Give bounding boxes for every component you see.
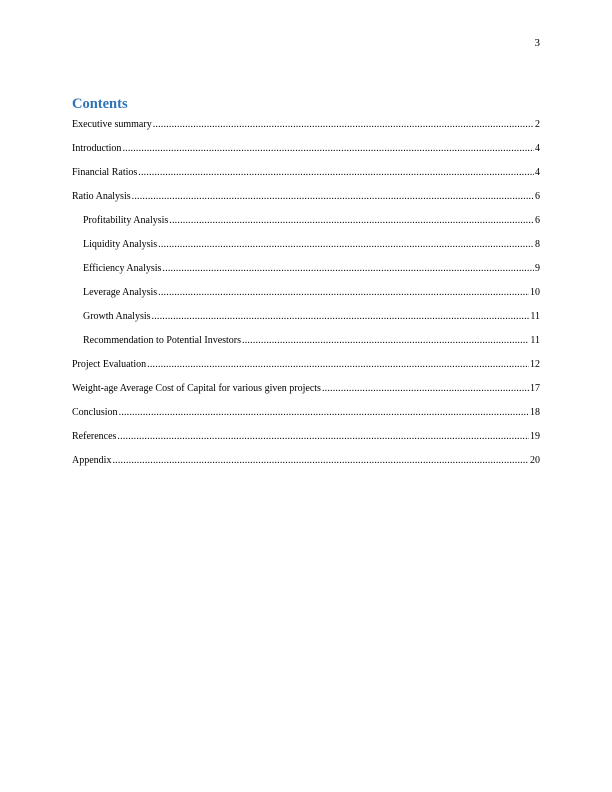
- toc-entry-project-evaluation[interactable]: [72, 358, 540, 382]
- toc-entry-financial-ratios[interactable]: [72, 166, 540, 190]
- toc-entry-label[interactable]: Leverage Analysis: [83, 287, 158, 298]
- dot-leader: [132, 190, 534, 204]
- dot-leader: [147, 358, 529, 372]
- toc-entry-profitability-analysis[interactable]: [72, 214, 540, 238]
- toc-entry-page: 4: [535, 143, 540, 154]
- toc-entry-page: 10: [530, 287, 540, 298]
- toc-entry-page: 6: [535, 191, 540, 202]
- dot-leader: [117, 430, 529, 444]
- toc-entry-recommendation[interactable]: [72, 334, 540, 358]
- dot-leader: [138, 166, 534, 180]
- toc-entry-efficiency-analysis[interactable]: [72, 262, 540, 286]
- toc-entry-label[interactable]: Introduction: [72, 143, 122, 154]
- toc-entry-leverage-analysis[interactable]: [72, 286, 540, 310]
- dot-leader: [152, 310, 530, 324]
- toc-entry-references[interactable]: [72, 430, 540, 454]
- toc-entry-wacc[interactable]: [72, 382, 540, 406]
- toc-entry-page: 4: [535, 167, 540, 178]
- toc-entry-executive-summary[interactable]: [72, 118, 540, 142]
- toc-entry-label[interactable]: Efficiency Analysis: [83, 263, 162, 274]
- toc-entry-label[interactable]: Project Evaluation: [72, 359, 147, 370]
- toc-entry-page: 11: [530, 311, 540, 322]
- toc-entry-label[interactable]: Profitability Analysis: [83, 215, 169, 226]
- toc-entry-label[interactable]: Executive summary: [72, 119, 152, 130]
- toc-entry-label[interactable]: Ratio Analysis: [72, 191, 131, 202]
- dot-leader: [119, 406, 529, 420]
- toc-entry-page: 8: [535, 239, 540, 250]
- dot-leader: [162, 262, 534, 276]
- toc-entry-appendix[interactable]: [72, 454, 540, 478]
- toc-entry-label[interactable]: Growth Analysis: [83, 311, 151, 322]
- toc-heading: Contents: [72, 96, 128, 112]
- toc-entry-label[interactable]: Weight-age Average Cost of Capital for various given projects: [72, 383, 321, 394]
- toc-entry-page: 17: [530, 383, 540, 394]
- toc-entry-page: 20: [530, 455, 540, 466]
- dot-leader: [322, 382, 529, 396]
- toc-entry-liquidity-analysis[interactable]: [72, 238, 540, 262]
- toc-entry-page: 11: [530, 335, 540, 346]
- toc-entry-page: 9: [535, 263, 540, 274]
- dot-leader: [153, 118, 534, 132]
- table-of-contents: [72, 118, 540, 478]
- toc-entry-introduction[interactable]: [72, 142, 540, 166]
- toc-entry-ratio-analysis[interactable]: [72, 190, 540, 214]
- dot-leader: [122, 142, 534, 156]
- toc-entry-label[interactable]: References: [72, 431, 117, 442]
- dot-leader: [158, 286, 529, 300]
- page-number: 3: [534, 37, 540, 49]
- toc-entry-conclusion[interactable]: [72, 406, 540, 430]
- dot-leader: [112, 454, 529, 468]
- toc-entry-page: 18: [530, 407, 540, 418]
- toc-entry-page: 19: [530, 431, 540, 442]
- toc-entry-label[interactable]: Conclusion: [72, 407, 118, 418]
- dot-leader: [158, 238, 534, 252]
- toc-entry-label[interactable]: Financial Ratios: [72, 167, 138, 178]
- toc-entry-label[interactable]: Recommendation to Potential Investors: [83, 335, 242, 346]
- dot-leader: [242, 334, 529, 348]
- toc-entry-label[interactable]: Liquidity Analysis: [83, 239, 158, 250]
- toc-entry-page: 2: [535, 119, 540, 130]
- toc-entry-growth-analysis[interactable]: [72, 310, 540, 334]
- dot-leader: [169, 214, 534, 228]
- toc-entry-page: 6: [535, 215, 540, 226]
- toc-entry-page: 12: [530, 359, 540, 370]
- toc-entry-label[interactable]: Appendix: [72, 455, 112, 466]
